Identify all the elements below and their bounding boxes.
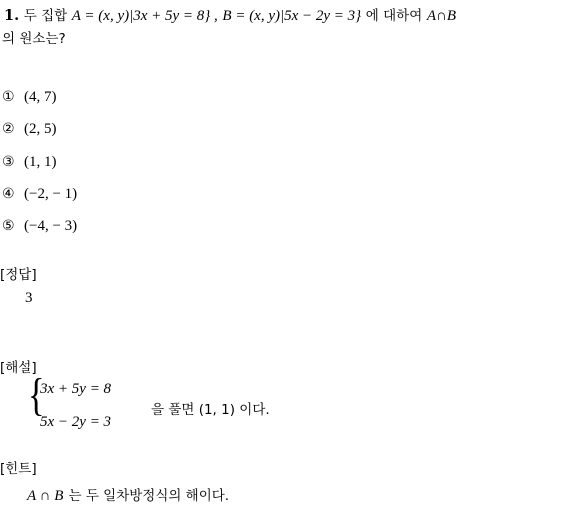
set-b-definition: B = (x, y)|5x − 2y = 3}	[222, 8, 362, 24]
question-number: 1.	[4, 7, 20, 24]
hint-text: 는 두 일차방정식의 해이다.	[68, 488, 230, 504]
choice-4	[2, 186, 77, 203]
choice-5-text: (−4, − 3)	[24, 218, 78, 234]
question-line-1	[4, 4, 456, 25]
system-brace: {	[28, 369, 45, 420]
choice-1-text: (4, 7)	[24, 89, 57, 105]
set-a-definition: A = (x, y)|3x + 5y = 8} ,	[71, 8, 218, 24]
question-tail: 에 대하여	[365, 8, 423, 24]
choice-3	[2, 154, 57, 171]
choice-2-mark: ②	[2, 121, 15, 137]
hint-line	[27, 484, 229, 505]
choice-1-mark: ①	[2, 89, 15, 105]
answer-value: 3	[25, 290, 33, 306]
choice-4-mark: ④	[2, 186, 15, 202]
choice-5	[2, 218, 77, 235]
question-line-2: 의 원소는?	[2, 31, 66, 47]
hint-label: [힌트]	[0, 461, 37, 477]
answer-label: [정답]	[0, 267, 37, 283]
choice-3-mark: ③	[2, 154, 15, 170]
solution-text: 을 풀면 (1, 1) 이다.	[151, 402, 270, 418]
choice-2	[2, 121, 57, 138]
question-lead: 두 집합	[23, 8, 68, 24]
choice-3-text: (1, 1)	[24, 154, 57, 170]
solution-label: [해설]	[0, 360, 37, 376]
choice-1	[2, 89, 57, 106]
hint-expression: A ∩ B	[27, 488, 64, 504]
equation-2: 5x − 2y = 3	[40, 414, 112, 430]
equation-1: 3x + 5y = 8	[40, 381, 112, 397]
choice-5-mark: ⑤	[2, 218, 15, 234]
choice-4-text: (−2, − 1)	[24, 186, 78, 202]
choice-2-text: (2, 5)	[24, 121, 57, 137]
intersection-expression: A∩B	[426, 8, 457, 24]
